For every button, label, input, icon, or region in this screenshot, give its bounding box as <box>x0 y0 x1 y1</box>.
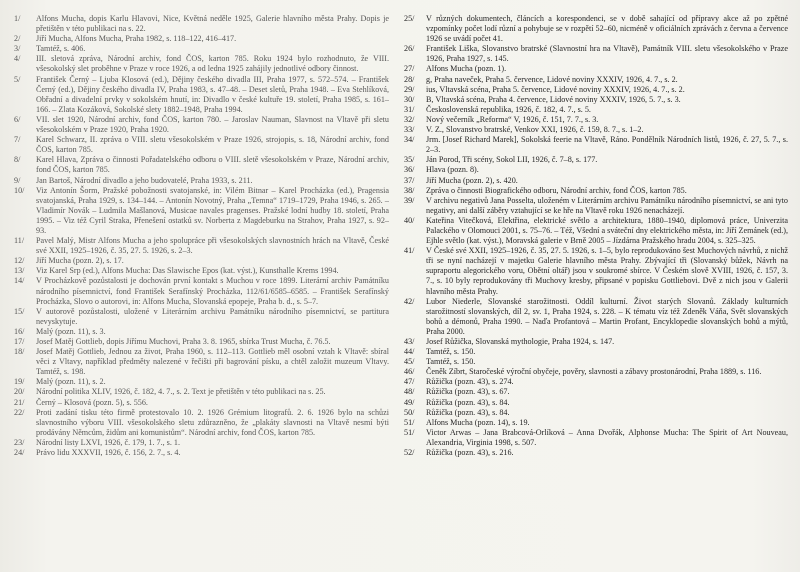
footnote <box>14 115 389 135</box>
footnote <box>404 85 788 95</box>
footnote-text: Alfons Mucha, dopis Karlu Hlavovi, Nice, Květná neděle 1925, Galerie hlavního města Prahy. Dopis je přetištěn v této publikaci na s. 22. <box>36 14 389 34</box>
footnote <box>14 54 389 74</box>
footnote-number: 34/ <box>404 135 415 145</box>
footnote <box>404 125 788 135</box>
footnote-number: 39/ <box>404 195 415 205</box>
footnote <box>14 256 389 266</box>
footnote-number: 51/ <box>404 417 415 427</box>
footnote-text: Josef Růžička, Slovanská mythologie, Praha 1924, s. 147. <box>426 337 615 346</box>
footnote-text: Zpráva o činnosti Biografického odboru, Národní archiv, fond ČOS, karton 785. <box>426 185 687 195</box>
footnote-number: 20/ <box>14 387 25 397</box>
footnote-text: Růžička (pozn. 43), s. 84. <box>426 397 510 407</box>
footnote <box>404 347 788 357</box>
footnote-text: Národní listy LXVI, 1926, č. 179, 1. 7., s. 1. <box>36 437 180 447</box>
footnote <box>404 14 788 44</box>
footnote-number: 35/ <box>404 155 415 165</box>
footnote-number: 45/ <box>404 357 415 367</box>
footnote-number: 6/ <box>14 114 21 124</box>
footnote-text: V Procházkově pozůstalosti je dochován první kontakt s Muchou v roce 1899. Literární archiv Památníku národního písemnictví, fond František Serafínský Procházka, 112/61/6585–6585. – František Serafínský Procházka, Slovo o autorovi, in: Alfons Mucha, Slovanská epopeje, Praha b. d., s. 5–7. <box>36 276 389 306</box>
footnote <box>404 176 788 186</box>
footnote <box>14 408 389 438</box>
footnote <box>14 398 389 408</box>
footnote-number: 29/ <box>404 84 415 94</box>
footnote <box>14 327 389 337</box>
footnote-number: 9/ <box>14 175 21 185</box>
footnote-number: 7/ <box>14 135 21 145</box>
footnote-text: Národní politika XLIV, 1926, č. 182, 4. 7., s. 2. Text je přetištěn v této publikaci na s. 25. <box>36 387 326 397</box>
footnote-number: 15/ <box>14 306 25 316</box>
footnote-text: Victor Arwas – Jana Brabcová-Orlíková – Anna Dvořák, Alphonse Mucha: The Spirit of Art Nouveau, Alexandria, Virginia 1998, s. 507. <box>426 427 788 447</box>
footnote-number: 49/ <box>404 397 415 407</box>
footnote-text: Československá republika, 1926, č. 182, 4. 7., s. 5. <box>426 104 591 114</box>
footnote-text: V různých dokumentech, článcích a korespondenci, se v době sahající od přípravy akce až po zpětné vzpomínky počet lodí různí a pohybuje se v rozpětí 52–60, nicméně v oficiálních zprávách z června a července 1926 se uvádí počet 41. <box>426 14 788 44</box>
footnote-text: Tamtéž, s. 150. <box>426 347 476 357</box>
footnote <box>404 44 788 64</box>
footnote <box>404 135 788 155</box>
footnote <box>14 236 389 256</box>
footnote <box>404 398 788 408</box>
footnote <box>404 64 788 74</box>
footnote-text: Pavel Malý, Mistr Alfons Mucha a jeho spolupráce při všesokolských slavnostních hrách na Vltavě, České své XXII, 1925–1926, č. 35, 27. 5. 1926, s. 2–3. <box>36 236 389 256</box>
footnote <box>14 75 389 115</box>
footnote <box>14 448 389 458</box>
footnote-text: František Liška, Slovanstvo bratrské (Slavnostní hra na Vltavě), Památník VIII. sletu všesokolského v Praze 1926, Praha 1927, s. 145. <box>426 44 788 64</box>
footnote-text: Růžička (pozn. 43), s. 84. <box>426 407 510 417</box>
footnote-text: VII. slet 1920, Národní archiv, fond ČOS, karton 780. – Jaroslav Nauman, Slavnost na Vltavě při sletu všesokolském v Praze 1920, Praha 1920. <box>36 114 389 135</box>
footnote-text: Tamtéž, s. 150. <box>426 357 476 367</box>
footnote-number: 27/ <box>404 64 415 74</box>
footnote-number: 43/ <box>404 337 415 346</box>
footnote-number: 33/ <box>404 125 415 135</box>
footnote <box>404 216 788 246</box>
footnote-text: V. Z., Slovanstvo bratrské, Venkov XXI, 1926, č. 159, 8. 7., s. 1–2. <box>426 125 644 135</box>
footnote-number: 18/ <box>14 347 25 357</box>
footnote-text: Čeněk Zíbrt, Staročeské výroční obyčeje, pověry, slavnosti a zábavy prostonárodní, Praha 1889, s. 116. <box>426 367 762 377</box>
footnote-number: 47/ <box>404 377 415 387</box>
footnote <box>14 44 389 54</box>
footnote-number: 30/ <box>404 94 415 104</box>
footnote <box>14 14 389 34</box>
footnote-number: 2/ <box>14 34 21 44</box>
footnote-text: František Černý – Ljuba Klosová (ed.), Dějiny českého divadla III, Praha 1977, s. 572–574. – František Černý (ed.), Dějiny českého divadla IV, Praha 1983, s. 47–48. – Deset sletů, Praha 1948. – Eva Stehlíková, Obřadní a divadelní prvky v sokolském hnutí, in: Divadlo v české kultuře 19. století, Praha 1985, s. 161–166. – Zlata Kozáková, Sokolské slety 1882–1948, Praha 1994. <box>36 74 389 114</box>
footnote-number: 32/ <box>404 114 415 124</box>
footnote-text: B, Vltavská scéna, Praha 4. července, Lidové noviny XXXIV, 1926, 5. 7., s. 3. <box>426 94 681 104</box>
footnote-text: Černý – Klosová (pozn. 5), s. 556. <box>36 397 148 407</box>
footnote <box>14 377 389 387</box>
footnote-text: V archivu negativů Jana Posselta, uloženém v Literárním archivu Památníku národního písemnictví, se ani tyto negativy, ani další záběry vztahující se ke hře na Vltavě roku 1926 nenacházejí. <box>426 195 788 215</box>
footnote-number: 11/ <box>14 236 25 246</box>
footnote-number: 23/ <box>14 437 25 447</box>
footnote-number: 3/ <box>14 44 21 54</box>
footnote <box>14 186 389 236</box>
footnote-number: 5/ <box>14 74 21 84</box>
footnote <box>14 34 389 44</box>
footnote-number: 1/ <box>14 14 21 23</box>
footnote-number: 51/ <box>404 427 415 437</box>
footnote <box>404 297 788 337</box>
footnote-number: 48/ <box>404 387 415 397</box>
footnote <box>404 387 788 397</box>
footnote <box>404 196 788 216</box>
footnote-text: Hlava (pozn. 8). <box>426 165 479 175</box>
footnote-text: g, Praha naveček, Praha 5. července, Lidové noviny XXXIV, 1926, 4. 7., s. 2. <box>426 74 678 84</box>
footnote-number: 31/ <box>404 104 415 114</box>
footnote <box>14 438 389 448</box>
footnote-text: Ján Porod, Tři scény, Sokol LII, 1926, č. 7–8, s. 177. <box>426 155 598 165</box>
footnote-number: 19/ <box>14 377 25 387</box>
footnote-text: III. sletová zpráva, Národní archiv, fond ČOS, karton 785. Roku 1924 bylo rozhodnuto, že VIII. všesokolský slet proběhne v Praze v roce 1926, a od ledna 1925 zahájily jednotlivé odbory činnost. <box>36 54 389 74</box>
footnote-number: 16/ <box>14 326 25 336</box>
footnote-text: Karel Schwarz, II. zpráva o VIII. sletu všesokolském v Praze 1926, strojopis, s. 18, Národní archiv, fond ČOS, karton 785. <box>36 135 389 155</box>
footnote-text: Jan Bartoš, Národní divadlo a jeho budovatelé, Praha 1933, s. 211. <box>36 175 253 185</box>
footnote-number: 13/ <box>14 266 25 276</box>
footnote-text: Jiří Mucha, Alfons Mucha, Praha 1982, s. 118–122, 416–417. <box>36 34 237 44</box>
footnote <box>404 95 788 105</box>
footnote-text: Růžička (pozn. 43), s. 216. <box>426 448 514 458</box>
footnote-number: 52/ <box>404 448 415 458</box>
footnote <box>404 357 788 367</box>
footnote <box>14 266 389 276</box>
footnote <box>404 75 788 85</box>
footnote <box>14 176 389 186</box>
footnote-number: 28/ <box>404 74 415 84</box>
footnote <box>14 276 389 306</box>
footnotes-right-column <box>404 14 788 458</box>
footnote-number: 25/ <box>404 14 415 23</box>
footnote-number: 37/ <box>404 175 415 185</box>
footnote-number: 21/ <box>14 397 25 407</box>
footnote-text: Růžička (pozn. 43), s. 67. <box>426 387 510 397</box>
footnote <box>14 307 389 327</box>
footnote <box>404 246 788 296</box>
footnote <box>14 155 389 175</box>
footnote-text: V České své XXII, 1925–1926, č. 35, 27. 5. 1926, s. 1–5, bylo reprodukováno šest Muchových návrhů, z nichž tři se nyní nacházejí v majetku Galerie hlavního města Prahy. Zbývající tři (Slovanský bůžek, Návrh na supraportu alegorického voru, Obětní oltář) jsou v soukromé sbírce. V Českém slově XVIII, 1926, č. 157, 3. 7., s. 10 byly reprodukovány tři Muchovy kresby, připsané v popisku Gottliebovi. Dvě z nich jsou v Galerii hlavního města Prahy. <box>426 246 788 296</box>
footnote-text: Malý (pozn. 11), s. 2. <box>36 377 106 387</box>
footnote-text: Lubor Niederle, Slovanské starožitnosti. Oddíl kulturní. Život starých Slovanů. Základy kulturních starožitností slovanských, díl 2, sv. 1, Praha 1924, s. 228. – K tématu víz též Zdeněk Váňa, Svět slovanských bohů a démonů, Praha 1990. – Naďa Profantová – Martin Profant, Encyklopedie slovanských bohů a mýtů, Praha 2000. <box>426 296 788 336</box>
footnote-number: 24/ <box>14 448 25 458</box>
footnote-number: 10/ <box>14 185 25 195</box>
footnote-number: 42/ <box>404 296 415 306</box>
footnote-text: Kateřina Vitečková, Elektřina, elektrické světlo a architektura, 1880–1940, diplomová práce, Univerzita Palackého v Olomouci 2001, s. 75–76. – Též, Všední a sváteční dny elektrického města, in: Jiří Zemánek (ed.), Ejhle světlo (kat. výst.), Moravská galerie v Brně 2005 – Jízdárna Pražského hradu 2004, s. 325–325. <box>426 215 788 246</box>
footnote-text: Nový večerník „Reforma“ V, 1926, č. 151, 7. 7., s. 3. <box>426 114 599 124</box>
footnote <box>404 155 788 165</box>
footnote <box>404 186 788 196</box>
footnote <box>404 418 788 428</box>
footnote-number: 14/ <box>14 276 25 286</box>
footnote-number: 12/ <box>14 256 25 266</box>
footnote-number: 4/ <box>14 54 21 64</box>
footnote-number: 36/ <box>404 165 415 175</box>
footnote <box>14 135 389 155</box>
footnote <box>404 105 788 115</box>
footnote-number: 22/ <box>14 407 25 417</box>
footnote <box>14 337 389 347</box>
footnote-text: Alfons Mucha (pozn. 1). <box>426 64 507 74</box>
footnote-text: Viz Antonín Šorm, Pražské pobožnosti svatojanské, in: Vilém Bitnar – Karel Procházka (ed.), Pragensia svatojanská, Praha 1929, s. 134–144. – Antonín Novotný, Praha „Temna“ 1719–1729, Praha 1946, s. 265. – Vladimír Novák – Ludmila Mašlanová, Musicae navales pragenses. Pražské lodní hudby 18. století, Praha 1995. – Viz též Cyril Straka, Přenešení ostatků sv. Norberta z Magdeburku na Strahov, Praha 1927, s. 92–93. <box>36 185 389 235</box>
footnote-text: Karel Hlava, Zpráva o činnosti Pořadatelského odboru o VIII. sletě všesokolském v Praze, Národní archiv, fond ČOS, karton 785. <box>36 155 389 175</box>
footnote <box>404 337 788 347</box>
footnote-text: Jiří Mucha (pozn. 2), s. 17. <box>36 256 124 266</box>
footnote <box>14 387 389 397</box>
footnote-text: Malý (pozn. 11), s. 3. <box>36 326 106 336</box>
footnote-text: ius, Vltavská scéna, Praha 5. července, Lidové noviny XXXIV, 1926, 4. 7., s. 2. <box>426 84 685 94</box>
footnote-number: 17/ <box>14 337 25 346</box>
footnote <box>404 367 788 377</box>
footnote-text: Josef Matěj Gottlieb, Jednou za život, Praha 1960, s. 112–113. Gottlieb měl osobní vztah k Vltavě: sbíral věci z Vltavy, například předměty nalezené v řečišti při bagrování písku, a chtěl založit muzeum Vltavy. Tamtéž, s. 198. <box>36 347 389 377</box>
footnote <box>404 408 788 418</box>
footnote-number: 50/ <box>404 407 415 417</box>
footnote-text: Viz Karel Srp (ed.), Alfons Mucha: Das Slawische Epos (kat. výst.), Kunsthalle Krems 1994. <box>36 266 339 276</box>
footnote-number: 44/ <box>404 347 415 357</box>
footnote-text: Alfons Mucha (pozn. 14), s. 19. <box>426 417 530 427</box>
footnote-text: Jrm. [Josef Richard Marek], Sokolská feerie na Vltavě, Ráno. Pondělník Národních listů, 1926, č. 27, 5. 7., s. 2–3. <box>426 135 788 155</box>
footnote-text: Jiří Mucha (pozn. 2), s. 420. <box>426 175 518 185</box>
footnote-number: 46/ <box>404 367 415 377</box>
footnote <box>404 448 788 458</box>
footnote-text: Tamtéž, s. 406. <box>36 44 86 54</box>
footnotes-left-column <box>14 14 389 458</box>
footnote-number: 8/ <box>14 155 21 165</box>
footnote-number: 41/ <box>404 246 415 256</box>
footnote-text: V autorově pozůstalosti, uložené v Literárním archivu Památníku národního písemnictví, se partitura nevyskytuje. <box>36 306 389 326</box>
footnote-number: 38/ <box>404 185 415 195</box>
footnote-number: 26/ <box>404 44 415 54</box>
footnote <box>404 115 788 125</box>
footnote-text: Proti zadání tisku této firmě protestovalo 10. 2. 1926 Grémium litografů. 2. 6. 1926 bylo na schůzi slavnostního výboru VIII. všesokolského sletu zdůrazněno, že „plakáty slavnosti na Vltavě nesmí býti prodávány Němcům, židům ani komunistům“. Národní archiv, fond ČOS, karton 785. <box>36 407 389 437</box>
footnote <box>14 347 389 377</box>
footnote <box>404 428 788 448</box>
footnote-text: Právo lidu XXXVII, 1926, č. 156, 2. 7., s. 4. <box>36 448 181 458</box>
footnote-text: Růžička (pozn. 43), s. 274. <box>426 377 514 387</box>
footnote <box>404 377 788 387</box>
footnote-text: Josef Matěj Gottlieb, dopis Jiřímu Muchovi, Praha 3. 8. 1965, sbírka Trust Mucha, č. 76.5. <box>36 337 331 346</box>
footnote-number: 40/ <box>404 215 415 225</box>
footnote <box>404 165 788 175</box>
